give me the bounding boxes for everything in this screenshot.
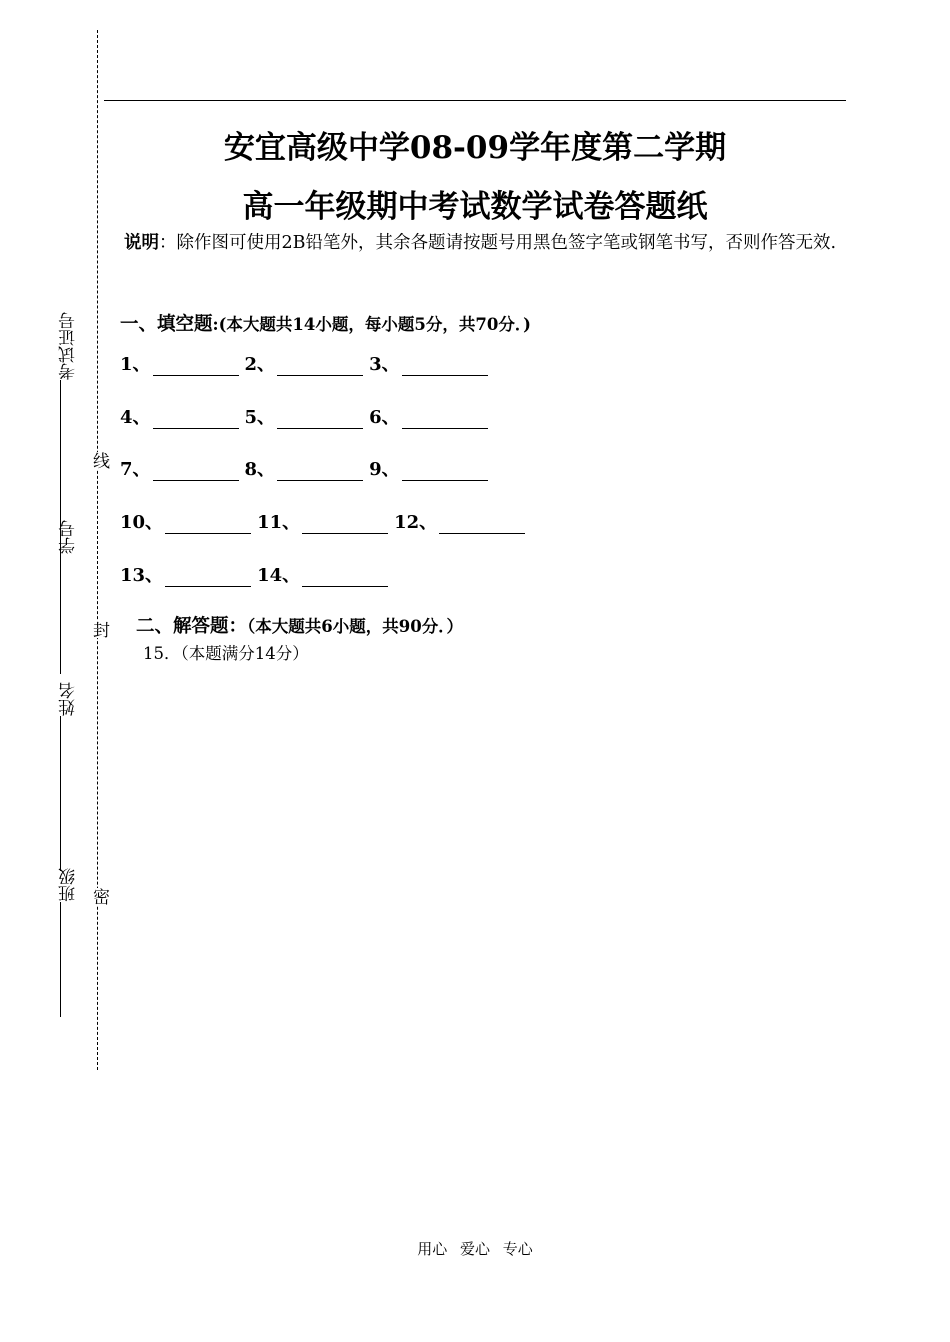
- answer-blank-4[interactable]: [120, 403, 239, 429]
- answer-blank-8[interactable]: [245, 455, 364, 481]
- seal-char-mi: 密: [89, 888, 109, 905]
- answer-blank-14[interactable]: [257, 561, 388, 587]
- page-title-line2: 高一年级期中考试数学试卷答题纸: [242, 189, 708, 225]
- answer-blank-7[interactable]: [120, 455, 239, 481]
- seal-char-xian: 线: [89, 452, 109, 469]
- answer-number: 2、: [244, 354, 276, 375]
- answer-row-4: [120, 508, 531, 534]
- section2-detail: （本大题共6小题，共90分．）: [247, 617, 463, 636]
- answer-number: 8、: [244, 459, 276, 480]
- answer-number: 9、: [369, 459, 400, 480]
- seal-char-feng: 封: [89, 621, 109, 638]
- answer-blank-3[interactable]: [369, 350, 488, 376]
- class-label: 班级: [59, 868, 79, 902]
- section2-title: 二、解答题：: [136, 616, 248, 637]
- answer-blank-12[interactable]: [394, 508, 525, 534]
- question-15-heading: 15．（本题满分14分）: [143, 644, 309, 663]
- answer-row-1: [120, 350, 494, 376]
- answer-number: 7、: [120, 459, 151, 480]
- answer-blank-9[interactable]: [369, 455, 488, 481]
- answer-number: 12、: [394, 512, 438, 533]
- page-footer: 用心 爱心 专心: [417, 1240, 533, 1258]
- answer-number: 13、: [120, 565, 164, 586]
- answer-blank-5[interactable]: [245, 403, 364, 429]
- answer-blank-13[interactable]: [120, 561, 251, 587]
- header-rule: [104, 100, 846, 101]
- answer-number: 6、: [369, 407, 400, 428]
- answer-row-3: [120, 455, 494, 481]
- answer-number: 5、: [244, 407, 276, 428]
- answer-number: 14、: [257, 565, 301, 586]
- page-title-line1: 安宜高级中学08-09学年度第二学期: [223, 130, 727, 166]
- name-label: 姓名: [59, 682, 79, 716]
- exam-number-label: 考试证号: [59, 312, 79, 380]
- answer-row-5: [120, 561, 394, 587]
- answer-blank-10[interactable]: [120, 508, 251, 534]
- section1-title: 一、填空题: [120, 314, 213, 335]
- answer-number: 1、: [120, 354, 151, 375]
- answer-row-2: [120, 403, 494, 429]
- answer-blank-1[interactable]: [120, 350, 239, 376]
- answer-blank-6[interactable]: [369, 403, 488, 429]
- student-number-field[interactable]: [60, 520, 78, 674]
- answer-number: 10、: [120, 512, 164, 533]
- name-field[interactable]: [60, 682, 78, 871]
- section1-heading: [120, 310, 531, 336]
- class-field[interactable]: [60, 868, 78, 1017]
- answer-number: 11、: [257, 512, 301, 533]
- student-number-label: 学号: [59, 520, 79, 554]
- section2-heading: [136, 612, 463, 638]
- answer-blank-2[interactable]: [245, 350, 364, 376]
- instructions-text: ：除作图可使用2B铅笔外，其余各题请按题号用黑色签字笔或钢笔书写，否则作答无效.: [159, 233, 837, 253]
- section1-detail: :(本大题共14小题，每小题5分，共70分．): [212, 315, 531, 334]
- instructions: [124, 224, 850, 262]
- instructions-label: 说明: [124, 233, 159, 253]
- answer-number: 3、: [369, 354, 400, 375]
- answer-number: 4、: [120, 407, 151, 428]
- answer-blank-11[interactable]: [257, 508, 388, 534]
